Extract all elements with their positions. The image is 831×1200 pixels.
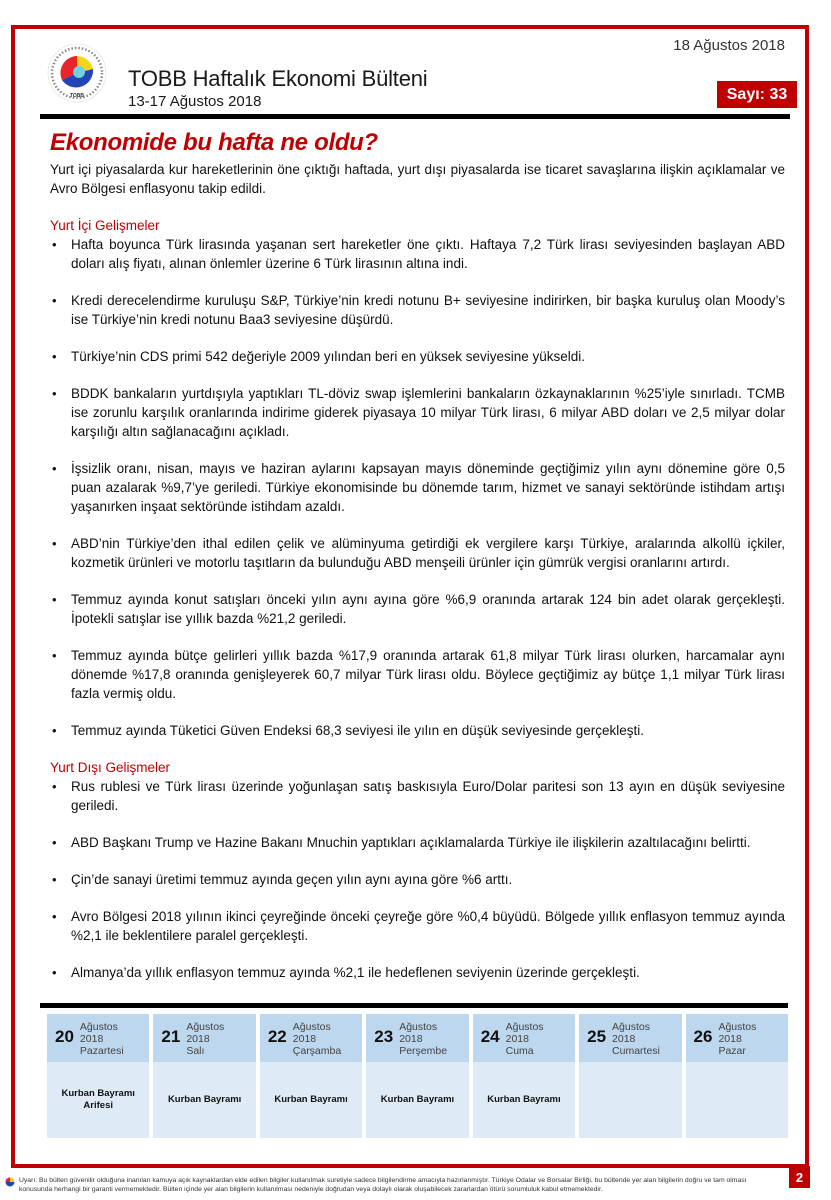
list-item: • Hafta boyunca Türk lirasında yaşanan sert hareketler öne çıktı. Haftaya 7,2 Türk lirası seviyesinden başlayan ABD doları alış fiyatı, alınan önlemler üzerine 6 Türk lirasının altına indi. [52, 237, 785, 271]
bullet-icon: • [52, 386, 57, 401]
day-month: Ağustos 2018 [292, 1021, 331, 1045]
day-month: Ağustos 2018 [186, 1021, 225, 1045]
calendar-day-event: Kurban Bayramı [473, 1062, 575, 1138]
day-weekday: Cuma [505, 1045, 534, 1057]
calendar-day [153, 1014, 255, 1138]
issue-number-badge: Sayı: 33 [717, 81, 797, 108]
day-number: 21 [161, 1027, 181, 1046]
day-number: 20 [55, 1027, 74, 1046]
calendar-day [686, 1014, 788, 1138]
svg-text:TOBB: TOBB [69, 93, 85, 99]
list-item: • İşsizlik oranı, nisan, mayıs ve haziran aylarını kapsayan mayıs döneminde geçtiğimiz yılın aynı dönemine göre 0,5 puan azalarak %9,7’ye geriledi. Türkiye ekonomisinde bu dönemde tarım, hizmet ve sanayi sektöründe istihdam artışı yaşanırken inşaat sektöründe istihdam azaldı. [52, 461, 785, 514]
bullet-icon: • [52, 723, 57, 738]
calendar-divider [40, 1003, 788, 1008]
calendar-day-header [47, 1014, 149, 1062]
list-item: • ABD Başkanı Trump ve Hazine Bakanı Mnuchin yaptıkları açıklamalarda Türkiye ile ilişkilerin azaltılacağını belirtti. [52, 835, 751, 850]
bullet-icon: • [52, 461, 57, 476]
calendar-day-header [473, 1014, 575, 1062]
foreign-list [50, 777, 785, 982]
calendar-day-header [686, 1014, 788, 1062]
day-month: Ağustos 2018 [79, 1021, 118, 1045]
list-item: • Kredi derecelendirme kuruluşu S&P, Türkiye’nin kredi notunu B+ seviyesine indirirken, bir başka kuruluş olan Moody’s ise Türkiye’nin kredi notunu Baa3 seviyesine düşürdü. [52, 293, 785, 327]
day-month: Ağustos 2018 [505, 1021, 544, 1045]
bulletin-title-block [128, 66, 427, 111]
day-number: 24 [480, 1027, 500, 1046]
list-item: • Çin’de sanayi üretimi temmuz ayında geçen yılın aynı ayına göre %6 arttı. [52, 872, 513, 887]
bulletin-title: TOBB Haftalık Ekonomi Bülteni [128, 66, 428, 91]
bullet-icon: • [52, 965, 57, 980]
bullet-icon: • [52, 648, 57, 663]
day-weekday: Cumartesi [612, 1045, 660, 1057]
calendar-day-event [686, 1062, 788, 1138]
bullet-icon: • [52, 536, 57, 551]
calendar-day [579, 1014, 681, 1138]
calendar-day-event: Kurban Bayramı Arifesi [47, 1062, 149, 1138]
day-number: 25 [587, 1027, 607, 1046]
day-weekday: Pazar [718, 1045, 746, 1057]
day-number: 26 [693, 1027, 713, 1046]
day-month: Ağustos 2018 [399, 1021, 438, 1045]
calendar-day [473, 1014, 575, 1138]
section-title-foreign: Yurt Dışı Gelişmeler [50, 760, 171, 775]
bullet-icon: • [52, 872, 57, 887]
calendar-day [366, 1014, 468, 1138]
list-item: • Avro Bölgesi 2018 yılının ikinci çeyreğinde önceki çeyreğe göre %0,4 büyüdü. Bölgede yıllık enflasyon temmuz ayında %2,1 ile beklentilere paralel gerçekleşti. [52, 909, 785, 943]
bullet-icon: • [52, 779, 57, 794]
day-weekday: Perşembe [399, 1045, 448, 1057]
footer-disclaimer [4, 1176, 764, 1194]
calendar-day-header [366, 1014, 468, 1062]
weekly-calendar [47, 1014, 788, 1138]
calendar-day-header [153, 1014, 255, 1062]
day-number: 23 [374, 1027, 394, 1046]
list-item: • BDDK bankaların yurtdışıyla yaptıkları TL-döviz swap işlemlerini bankaların özkaynaklarının %25’iyle sınırladı. TCMB ise zorunlu karşılık oranlarında indirime giderek piyasaya 10 milyar Türk lirası, 6 milyar ABD doları ve 2,5 milyar dolar karşılığı altın sağlanacağını açıkladı. [52, 386, 785, 439]
calendar-day [47, 1014, 149, 1138]
day-weekday: Salı [186, 1045, 205, 1057]
tobb-mini-logo-icon [4, 1177, 16, 1187]
calendar-day-header [579, 1014, 681, 1062]
tobb-logo-icon [46, 42, 108, 104]
list-item: • ABD’nin Türkiye’den ithal edilen çelik ve alüminyuma getirdiği ek vergilere karşı Türkiye, aralarında alkollü içkiler, kozmetik ürünleri ve motorlu taşıtların da bulunduğu ABD menşeili ürünler için gümrük vergisi oranlarını artırdı. [52, 536, 785, 570]
bulletin-period: 13-17 Ağustos 2018 [128, 93, 262, 110]
calendar-day-header [260, 1014, 362, 1062]
bullet-icon: • [52, 349, 57, 364]
calendar-day-event: Kurban Bayramı [260, 1062, 362, 1138]
calendar-day [260, 1014, 362, 1138]
calendar-day-event [579, 1062, 681, 1138]
day-month: Ağustos 2018 [718, 1021, 757, 1045]
intro-paragraph: Yurt içi piyasalarda kur hareketlerinin öne çıktığı haftada, yurt dışı piyasalarda ise ticaret savaşlarına ilişkin açıklamalar ve Avro Bölgesi enflasyonu takip edildi. [50, 162, 785, 196]
list-item: • Rus rublesi ve Türk lirası üzerinde yoğunlaşan satış baskısıyla Euro/Dolar paritesi son 13 ayın en düşük seviyesine geriledi. [52, 779, 785, 813]
bullet-icon: • [52, 909, 57, 924]
calendar-day-event: Kurban Bayramı [153, 1062, 255, 1138]
list-item: • Türkiye’nin CDS primi 542 değeriyle 2009 yılından beri en yüksek seviyesine yükseldi. [52, 349, 586, 364]
bullet-icon: • [52, 835, 57, 850]
day-number: 22 [267, 1027, 287, 1046]
list-item: • Temmuz ayında konut satışları önceki yılın aynı ayına göre %6,9 oranında artarak 124 bin adet olarak gerçekleşti. İpotekli satışlar ise yıllık bazda %21,2 geriledi. [52, 592, 785, 626]
header-divider [40, 114, 790, 119]
day-month: Ağustos 2018 [612, 1021, 650, 1045]
page-number: 2 [789, 1166, 810, 1188]
calendar-day-event: Kurban Bayramı [366, 1062, 468, 1138]
bullet-icon: • [52, 592, 57, 607]
day-weekday: Çarşamba [292, 1045, 342, 1057]
main-content [50, 128, 785, 982]
section-title-domestic: Yurt İçi Gelişmeler [50, 218, 160, 233]
bullet-icon: • [52, 237, 57, 252]
page-heading: Ekonomide bu hafta ne oldu? [50, 129, 378, 156]
domestic-list [50, 235, 785, 740]
bullet-icon: • [52, 293, 57, 308]
list-item: • Temmuz ayında bütçe gelirleri yıllık bazda %17,9 oranında artarak 61,8 milyar Türk lirası olurken, harcamalar aynı dönemde %17,8 oranında genişleyerek 60,7 milyar Türk lirası oldu. Böylece geçtiğimiz ay bütçe 1,1 milyar Türk lirası fazla vermiş oldu. [52, 648, 785, 701]
issue-date: 18 Ağustos 2018 [673, 37, 785, 54]
list-item: • Almanya’da yıllık enflasyon temmuz ayında %2,1 ile hedeflenen seviyenin üzerinde gerçekleşti. [52, 965, 640, 980]
day-weekday: Pazartesi [79, 1045, 124, 1057]
list-item: • Temmuz ayında Tüketici Güven Endeksi 68,3 seviyesi ile yılın en düşük seviyesinde gerçekleşti. [52, 723, 645, 738]
disclaimer-text: Uyarı: Bu bülten güvenilir olduğuna inanılan kamuya açık kaynaklardan elde edilen bilgiler kullanılmak suretiyle sadece bilgilendirme amacıyla hazırlanmıştır. Türkiye Odalar ve Borsalar Birliği, bu bültende yer alan bilgilerin doğru ve tam olması konusunda herhangi bir garanti vermemektedir. Bülten içinde yer alan bilgilerin kullanılması nedeniyle doğrudan veya dolaylı olarak oluşabilecek zararlardan ötürü sorumluluk kabul etmemektedir. [19, 1177, 747, 1193]
